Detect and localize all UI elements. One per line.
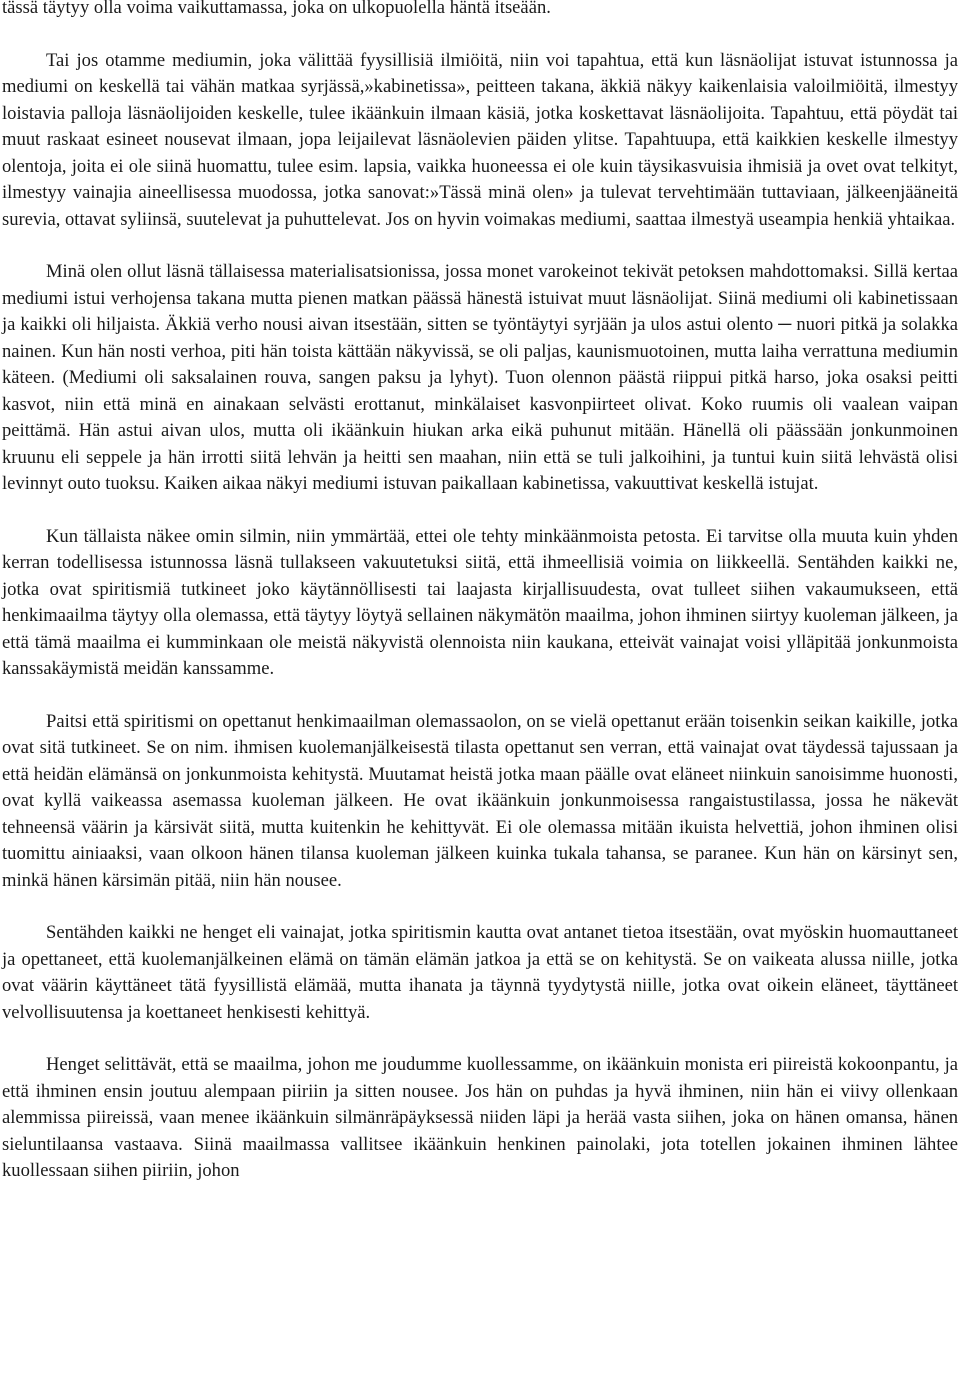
paragraph: Kun tällaista näkee omin silmin, niin ymmärtää, ettei ole tehty minkäänmoista petosta. Ei tarvitse olla muuta kuin yhden kerran todellisessa istunnossa läsnä tullakseen vakuutetuksi siitä, että ihmeellisiä voimia on liikkeellä. Sentähden kaikki ne, jotka ovat spiritismiä tutkineet joko käytännöllisesti tai laajasta kirjallisuudesta, ovat tulleet siihen vakaumukseen, että henkimaailma täytyy olla olemassa, että täytyy löytyä sellainen näkymätön maailma, johon ihminen siirtyy kuoleman jälkeen, ja että tämä maailma ei kumminkaan ole meistä näkyvistä olennoista niin kaukana, etteivät vainajat voisi ylläpitää jonkunmoista kanssakäymistä meidän kanssamme. bbox=[2, 525, 958, 679]
paragraph: Henget selittävät, että se maailma, johon me joudumme kuollessamme, on ikäänkuin monista eri piireistä kokoonpantu, ja että ihminen ensin joutuu alempaan piiriin ja sitten nousee. Jos hän on puhdas ja hyvä ihminen, niin hän ei viivy ollenkaan alemmissa piireissä, vaan menee ikäänkuin silmänräpäyksessä niiden läpi ja herää vasta siihen, joka on hänen omansa, hänen sieluntilaansa vastaava. Siinä maailmassa vallitsee ikäänkuin henkinen painolaki, jota totellen jokainen ihminen lähtee kuollessaan siihen piiriin, johon bbox=[2, 1054, 958, 1181]
paragraph: Sentähden kaikki ne henget eli vainajat, jotka spiritismin kautta ovat antanet tietoa itsestään, ovat myöskin huomauttaneet ja opettaneet, että kuolemanjälkeinen elämä on tämän elämän jatkoa ja että se on kehitystä. Se on vaikeata alussa niille, jotka ovat väärin käyttäneet tätä fyysillistä elämää, mutta ihanata ja täynnä tyydytystä niille, jotka ovat oikein eläneet, täyttäneet velvollisuutensa ja koettaneet henkisesti kehittyä. bbox=[2, 922, 958, 1023]
paragraph: tässä täytyy olla voima vaikuttamassa, joka on ulkopuolella häntä itseään. bbox=[2, 0, 551, 18]
paragraph-spacer bbox=[2, 894, 958, 920]
paragraph: Tai jos otamme mediumin, joka välittää fyysillisiä ilmiöitä, niin voi tapahtua, että kun läsnäolijat istuvat istunnossa ja mediumi on keskellä tai vähän matkaa syrjässä,»kabinetissa», peitteen takana, äkkiä näkyy kaikenlaisia valoilmiöitä, ilmestyy loistavia palloja läsnäolijoiden keskelle, tulee ikäänkuin ilmaan käsiä, jotka koskettavat läsnäolijoita. Tapahtuu, että pöydät tai muut raskaat esineet nousevat ilmaan, jopa leijailevat läsnäolevien päiden ylitse. Tapahtuupa, että kaikkien keskelle ilmestyy olentoja, joita ei ole siinä huomattu, tulee esim. lapsia, vaikka huoneessa ei ole kuin täysikasvuisia ihmisiä ja ovet ovat telkityt, ilmestyy vainajia aineellisessa muodossa, jotka sanovat:»Tässä minä olen» ja tulevat tervehtimään tuttaviaan, jälkeenjääneitä surevia, ottavat syliinsä, suutelevat ja puhuttelevat. Jos on hyvin voimakas mediumi, saattaa ilmestyä useampia henkiä yhtaikaa. bbox=[2, 49, 958, 230]
paragraph-spacer bbox=[2, 22, 958, 48]
paragraph: Minä olen ollut läsnä tällaisessa materialisatsionissa, jossa monet varokeinot tekivät petoksen mahdottomaksi. Sillä kertaa mediumi istui verhojensa takana mutta pienen matkan päässä hänestä istuivat muut läsnäolijat. Siinä mediumi oli kabinetissaan ja kaikki oli hiljaista. Äkkiä verho nousi aivan itsestään, sitten se työntäytyi syrjään ja ulos astui olento ─ nuori pitkä ja solakka nainen. Kun hän nosti verhoa, piti hän toista kättään näkyvissä, se oli paljas, kaunismuotoinen, mutta laiha verrattuna mediumin käteen. (Mediumi oli saksalainen rouva, sangen paksu ja lyhyt). Tuon olennon päästä riippui pitkä harso, joka osaksi peitti kasvot, niin että minä en ainakaan selvästi erottanut, minkälaiset kasvonpiirteet olivat. Koko ruumis oli vaalean vaipan peittämä. Hän astui aivan ulos, mutta oli ikäänkuin hiukan arka eikä puhunut mitään. Hänellä oli päässään jonkunmoinen kruunu eli seppele ja hän irrotti siitä lehvän ja heitti sen maahan, niin että se tuli jalkoihini, ja tuntui kuin siitä lehvästä olisi levinnyt outo tuoksu. Kaiken aikaa näkyi mediumi istuvan paikallaan kabinetissa, vakuuttivat keskellä istujat. bbox=[2, 261, 958, 494]
paragraph-spacer bbox=[2, 683, 958, 709]
paragraph: Paitsi että spiritismi on opettanut henkimaailman olemassaolon, on se vielä opettanut erään toisenkin seikan kaikille, jotka ovat sitä tutkineet. Se on nim. ihmisen kuolemanjälkeisestä tilasta opettanut sen verran, että vainajat ovat täydessä tajussaan ja että heidän elämänsä on jonkunmoista kehitystä. Muutamat heistä jotka maan päälle ovat eläneet niinkuin sanoisimme huonosti, ovat kyllä vaikeassa asemassa kuoleman jälkeen. He ovat ikäänkuin jonkunmoisessa rangaistustilassa, jossa he näkevät tehneensä väärin ja kärsivät siitä, mutta kuitenkin he kehittyvät. Ei ole olemassa mitään ikuista helvettiä, johon ihminen olisi tuomittu ainiaaksi, vaan olkoon hänen tilansa kuoleman jälkeen kuinka tukala tahansa, se paranee. Kun hän on kärsinyt sen, minkä hänen kärsimän pitää, niin hän nousee. bbox=[2, 710, 958, 891]
paragraph-spacer bbox=[2, 498, 958, 524]
paragraph-spacer bbox=[2, 1026, 958, 1052]
paragraph-spacer bbox=[2, 233, 958, 259]
